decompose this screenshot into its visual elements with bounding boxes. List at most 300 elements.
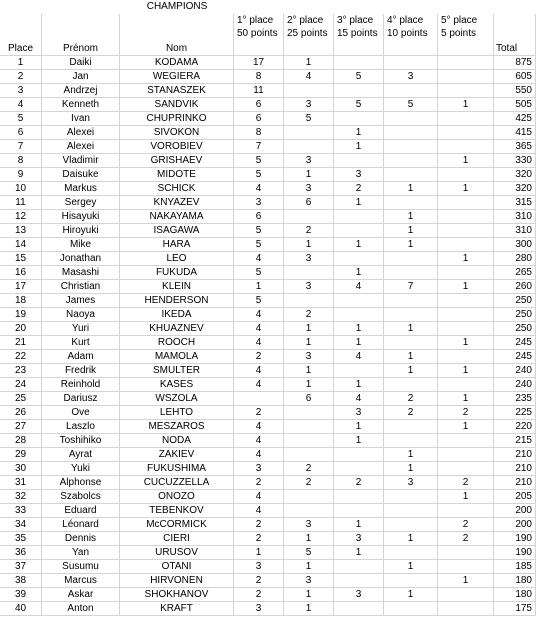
cell-2nd-place: 3 (284, 518, 334, 532)
cell-1st-place: 4 (234, 448, 284, 462)
cell-place: 24 (0, 378, 42, 392)
cell-total: 250 (494, 322, 536, 336)
cell-2nd-place: 6 (284, 196, 334, 210)
cell-nom: NODA (120, 434, 234, 448)
cell-1st-place: 4 (234, 378, 284, 392)
cell-3rd-place (334, 560, 384, 574)
cell-1st-place: 4 (234, 490, 284, 504)
cell-4th-place (384, 140, 438, 154)
cell-prenom: Eduard (42, 504, 120, 518)
cell-prenom: Ayrat (42, 448, 120, 462)
cell-4th-place (384, 294, 438, 308)
cell-4th-place: 1 (384, 448, 438, 462)
cell-place: 31 (0, 476, 42, 490)
cell-4th-place (384, 252, 438, 266)
table-row (0, 112, 536, 126)
cell-3rd-place: 1 (334, 518, 384, 532)
cell-2nd-place: 1 (284, 364, 334, 378)
cell-3rd-place: 1 (334, 266, 384, 280)
points-label: 50 points (237, 28, 278, 39)
cell-1st-place: 2 (234, 574, 284, 588)
cell-4th-place: 7 (384, 280, 438, 294)
cell-2nd-place: 5 (284, 546, 334, 560)
cell-total: 320 (494, 182, 536, 196)
cell-3rd-place (334, 154, 384, 168)
cell-2nd-place (284, 490, 334, 504)
cell-place: 15 (0, 252, 42, 266)
cell-2nd-place: 5 (284, 112, 334, 126)
cell-1st-place: 4 (234, 252, 284, 266)
cell-2nd-place: 3 (284, 350, 334, 364)
cell-total: 330 (494, 154, 536, 168)
cell-2nd-place (284, 448, 334, 462)
cell-place: 4 (0, 98, 42, 112)
cell-1st-place: 3 (234, 560, 284, 574)
cell-3rd-place: 1 (334, 336, 384, 350)
cell-1st-place: 5 (234, 266, 284, 280)
cell-5th-place (438, 266, 494, 280)
cell-2nd-place: 3 (284, 252, 334, 266)
cell-4th-place: 3 (384, 476, 438, 490)
cell-5th-place (438, 70, 494, 84)
cell-nom: KLEIN (120, 280, 234, 294)
cell-1st-place: 4 (234, 420, 284, 434)
table-row (0, 602, 536, 616)
cell-nom: SIVOKON (120, 126, 234, 140)
table-row (0, 462, 536, 476)
cell-5th-place: 1 (438, 280, 494, 294)
cell-nom: CUCUZZELLA (120, 476, 234, 490)
sheet-title: CHAMPIONS (146, 1, 208, 12)
cell-1st-place: 7 (234, 140, 284, 154)
table-row (0, 308, 536, 322)
cell-3rd-place: 1 (334, 196, 384, 210)
cell-3rd-place (334, 448, 384, 462)
cell-total: 210 (494, 462, 536, 476)
cell-total: 215 (494, 434, 536, 448)
cell-1st-place: 5 (234, 238, 284, 252)
cell-1st-place: 8 (234, 126, 284, 140)
cell-total: 280 (494, 252, 536, 266)
header-2nd-place (284, 14, 334, 42)
cell-prenom: Szabolcs (42, 490, 120, 504)
cell-total: 205 (494, 490, 536, 504)
cell-4th-place (384, 546, 438, 560)
cell-4th-place: 2 (384, 392, 438, 406)
cell-3rd-place: 1 (334, 434, 384, 448)
cell-prenom: Ivan (42, 112, 120, 126)
cell-1st-place: 2 (234, 406, 284, 420)
cell-place: 34 (0, 518, 42, 532)
place-label: 1° place (237, 15, 274, 26)
cell-prenom: Alexei (42, 126, 120, 140)
cell-4th-place (384, 196, 438, 210)
cell-5th-place (438, 448, 494, 462)
cell-4th-place: 1 (384, 224, 438, 238)
cell-nom: WSZOLA (120, 392, 234, 406)
cell-5th-place (438, 126, 494, 140)
cell-nom: HARA (120, 238, 234, 252)
table-row (0, 252, 536, 266)
cell-4th-place (384, 168, 438, 182)
cell-nom: GRISHAEV (120, 154, 234, 168)
cell-2nd-place: 4 (284, 70, 334, 84)
cell-4th-place: 5 (384, 98, 438, 112)
cell-3rd-place: 3 (334, 168, 384, 182)
cell-total: 310 (494, 210, 536, 224)
cell-2nd-place: 3 (284, 280, 334, 294)
cell-1st-place: 6 (234, 112, 284, 126)
cell-total: 200 (494, 518, 536, 532)
cell-5th-place: 1 (438, 336, 494, 350)
header-3rd-place (334, 14, 384, 42)
cell-1st-place: 4 (234, 364, 284, 378)
column-header-row (0, 42, 536, 56)
cell-2nd-place: 1 (284, 322, 334, 336)
table-row (0, 364, 536, 378)
cell-nom: ROOCH (120, 336, 234, 350)
cell-total: 250 (494, 294, 536, 308)
cell-5th-place (438, 560, 494, 574)
cell-total: 875 (494, 56, 536, 70)
cell-nom: HENDERSON (120, 294, 234, 308)
cell-3rd-place (334, 504, 384, 518)
cell-total: 320 (494, 168, 536, 182)
cell-2nd-place (284, 420, 334, 434)
cell-place: 26 (0, 406, 42, 420)
cell-place: 29 (0, 448, 42, 462)
table-row (0, 392, 536, 406)
cell-1st-place: 4 (234, 308, 284, 322)
cell-nom: MIDOTE (120, 168, 234, 182)
cell-1st-place: 4 (234, 336, 284, 350)
cell-5th-place: 2 (438, 518, 494, 532)
cell-4th-place: 1 (384, 364, 438, 378)
cell-2nd-place (284, 266, 334, 280)
cell-5th-place: 1 (438, 364, 494, 378)
cell-prenom: Jonathan (42, 252, 120, 266)
cell-4th-place (384, 378, 438, 392)
cell-5th-place: 2 (438, 406, 494, 420)
cell-2nd-place: 2 (284, 462, 334, 476)
cell-nom: TEBENKOV (120, 504, 234, 518)
cell-prenom: Daisuke (42, 168, 120, 182)
cell-5th-place (438, 602, 494, 616)
table-row (0, 140, 536, 154)
cell-5th-place (438, 462, 494, 476)
table-row (0, 490, 536, 504)
cell-3rd-place: 3 (334, 532, 384, 546)
cell-prenom: Fredrik (42, 364, 120, 378)
cell-1st-place: 2 (234, 588, 284, 602)
cell-1st-place: 5 (234, 224, 284, 238)
cell-4th-place: 1 (384, 238, 438, 252)
cell-4th-place: 1 (384, 322, 438, 336)
cell-4th-place (384, 518, 438, 532)
cell-3rd-place: 2 (334, 182, 384, 196)
cell-prenom: Alphonse (42, 476, 120, 490)
place-label: 4° place (387, 15, 424, 26)
cell-nom: IKEDA (120, 308, 234, 322)
cell-nom: SCHICK (120, 182, 234, 196)
cell-5th-place (438, 322, 494, 336)
table-row (0, 378, 536, 392)
cell-prenom: Ove (42, 406, 120, 420)
cell-2nd-place: 1 (284, 56, 334, 70)
cell-nom: SMULTER (120, 364, 234, 378)
cell-2nd-place: 1 (284, 378, 334, 392)
cell-prenom: Laszlo (42, 420, 120, 434)
header-1st-place (234, 14, 284, 42)
cell-4th-place (384, 112, 438, 126)
table-row (0, 84, 536, 98)
cell-nom: MAMOLA (120, 350, 234, 364)
cell-place: 10 (0, 182, 42, 196)
cell-4th-place (384, 336, 438, 350)
cell-2nd-place: 1 (284, 560, 334, 574)
cell-5th-place: 1 (438, 392, 494, 406)
cell-nom: KRAFT (120, 602, 234, 616)
table-row (0, 476, 536, 490)
cell-2nd-place: 3 (284, 574, 334, 588)
cell-place: 11 (0, 196, 42, 210)
table-row (0, 196, 536, 210)
cell-1st-place: 8 (234, 70, 284, 84)
cell-4th-place (384, 308, 438, 322)
cell-1st-place: 4 (234, 434, 284, 448)
cell-nom: OTANI (120, 560, 234, 574)
cell-4th-place (384, 126, 438, 140)
cell-prenom: Jan (42, 70, 120, 84)
cell-2nd-place (284, 406, 334, 420)
cell-3rd-place (334, 224, 384, 238)
cell-5th-place (438, 238, 494, 252)
cell-5th-place: 2 (438, 476, 494, 490)
cell-3rd-place: 2 (334, 476, 384, 490)
cell-3rd-place (334, 364, 384, 378)
cell-total: 250 (494, 308, 536, 322)
cell-3rd-place (334, 56, 384, 70)
cell-5th-place (438, 308, 494, 322)
cell-2nd-place: 1 (284, 602, 334, 616)
cell-3rd-place (334, 462, 384, 476)
cell-nom: FUKUDA (120, 266, 234, 280)
cell-place: 30 (0, 462, 42, 476)
table-row (0, 154, 536, 168)
col-header-nom: Nom (120, 42, 234, 56)
cell-nom: KNYAZEV (120, 196, 234, 210)
cell-5th-place: 1 (438, 574, 494, 588)
table-row (0, 182, 536, 196)
cell-prenom: Masashi (42, 266, 120, 280)
cell-1st-place: 11 (234, 84, 284, 98)
cell-prenom: Susumu (42, 560, 120, 574)
cell-total: 175 (494, 602, 536, 616)
cell-2nd-place (284, 140, 334, 154)
cell-place: 40 (0, 602, 42, 616)
cell-5th-place (438, 140, 494, 154)
cell-2nd-place: 3 (284, 98, 334, 112)
cell-total: 310 (494, 224, 536, 238)
cell-2nd-place: 3 (284, 154, 334, 168)
cell-total: 180 (494, 574, 536, 588)
cell-nom: SHOKHANOV (120, 588, 234, 602)
cell-nom: ISAGAWA (120, 224, 234, 238)
cell-1st-place: 1 (234, 280, 284, 294)
cell-5th-place (438, 546, 494, 560)
table-row (0, 560, 536, 574)
cell-prenom: Hiroyuki (42, 224, 120, 238)
cell-2nd-place: 3 (284, 182, 334, 196)
table-row (0, 238, 536, 252)
cell-total: 190 (494, 532, 536, 546)
table-row (0, 168, 536, 182)
table-row (0, 294, 536, 308)
cell-1st-place: 3 (234, 462, 284, 476)
cell-5th-place (438, 112, 494, 126)
cell-total: 240 (494, 364, 536, 378)
cell-place: 6 (0, 126, 42, 140)
cell-total: 415 (494, 126, 536, 140)
cell-5th-place (438, 294, 494, 308)
place-label: 2° place (287, 15, 324, 26)
header-4th-place (384, 14, 438, 42)
cell-total: 505 (494, 98, 536, 112)
cell-prenom: Kenneth (42, 98, 120, 112)
cell-4th-place: 1 (384, 182, 438, 196)
cell-prenom: Vladimir (42, 154, 120, 168)
cell-4th-place: 1 (384, 532, 438, 546)
col-header-place: Place (0, 42, 42, 56)
table-row (0, 56, 536, 70)
table-row (0, 448, 536, 462)
cell-3rd-place (334, 252, 384, 266)
cell-5th-place: 1 (438, 420, 494, 434)
cell-2nd-place (284, 126, 334, 140)
cell-prenom: Marcus (42, 574, 120, 588)
cell-3rd-place (334, 294, 384, 308)
cell-prenom: Askar (42, 588, 120, 602)
cell-3rd-place (334, 574, 384, 588)
cell-prenom: James (42, 294, 120, 308)
cell-place: 20 (0, 322, 42, 336)
cell-1st-place (234, 392, 284, 406)
cell-nom: CHUPRINKO (120, 112, 234, 126)
cell-prenom: Toshihiko (42, 434, 120, 448)
cell-nom: LEHTO (120, 406, 234, 420)
cell-place: 14 (0, 238, 42, 252)
cell-prenom: Yuri (42, 322, 120, 336)
cell-2nd-place: 1 (284, 336, 334, 350)
cell-1st-place: 2 (234, 518, 284, 532)
cell-prenom: Naoya (42, 308, 120, 322)
cell-3rd-place: 5 (334, 98, 384, 112)
cell-4th-place: 1 (384, 210, 438, 224)
points-label: 5 points (441, 28, 477, 39)
table-row (0, 518, 536, 532)
cell-5th-place (438, 210, 494, 224)
table-row (0, 280, 536, 294)
cell-nom: HIRVONEN (120, 574, 234, 588)
cell-2nd-place: 1 (284, 168, 334, 182)
cell-nom: KODAMA (120, 56, 234, 70)
cell-3rd-place: 1 (334, 140, 384, 154)
cell-place: 19 (0, 308, 42, 322)
cell-5th-place (438, 350, 494, 364)
cell-total: 315 (494, 196, 536, 210)
cell-nom: McCORMICK (120, 518, 234, 532)
cell-5th-place (438, 434, 494, 448)
cell-2nd-place: 1 (284, 588, 334, 602)
cell-prenom: Kurt (42, 336, 120, 350)
cell-prenom: Markus (42, 182, 120, 196)
cell-2nd-place: 6 (284, 392, 334, 406)
cell-1st-place: 5 (234, 294, 284, 308)
cell-4th-place: 1 (384, 462, 438, 476)
cell-5th-place (438, 196, 494, 210)
cell-3rd-place (334, 490, 384, 504)
cell-1st-place: 17 (234, 56, 284, 70)
cell-3rd-place (334, 84, 384, 98)
cell-prenom: Andrzej (42, 84, 120, 98)
points-label: 10 points (387, 28, 428, 39)
table-row (0, 210, 536, 224)
cell-4th-place: 1 (384, 350, 438, 364)
table-row (0, 126, 536, 140)
cell-5th-place: 2 (438, 532, 494, 546)
cell-prenom: Adam (42, 350, 120, 364)
cell-total: 425 (494, 112, 536, 126)
cell-3rd-place: 3 (334, 406, 384, 420)
cell-4th-place (384, 420, 438, 434)
place-label: 5° place (441, 15, 478, 26)
cell-5th-place (438, 84, 494, 98)
cell-place: 23 (0, 364, 42, 378)
cell-prenom: Sergey (42, 196, 120, 210)
cell-4th-place (384, 504, 438, 518)
cell-total: 200 (494, 504, 536, 518)
cell-2nd-place: 2 (284, 224, 334, 238)
cell-5th-place (438, 504, 494, 518)
cell-prenom: Dariusz (42, 392, 120, 406)
cell-5th-place: 1 (438, 154, 494, 168)
cell-total: 245 (494, 336, 536, 350)
cell-nom: KHUAZNEV (120, 322, 234, 336)
cell-total: 300 (494, 238, 536, 252)
cell-place: 18 (0, 294, 42, 308)
table-row (0, 336, 536, 350)
cell-place: 22 (0, 350, 42, 364)
cell-nom: ZAKIEV (120, 448, 234, 462)
cell-place: 8 (0, 154, 42, 168)
cell-prenom: Yan (42, 546, 120, 560)
cell-3rd-place: 1 (334, 238, 384, 252)
cell-place: 7 (0, 140, 42, 154)
cell-3rd-place: 4 (334, 392, 384, 406)
cell-5th-place: 1 (438, 252, 494, 266)
table-row (0, 420, 536, 434)
cell-4th-place (384, 434, 438, 448)
cell-nom: NAKAYAMA (120, 210, 234, 224)
cell-3rd-place: 1 (334, 546, 384, 560)
cell-4th-place (384, 266, 438, 280)
points-label: 25 points (287, 28, 328, 39)
cell-place: 3 (0, 84, 42, 98)
cell-nom: STANASZEK (120, 84, 234, 98)
cell-2nd-place (284, 84, 334, 98)
cell-3rd-place (334, 602, 384, 616)
cell-3rd-place (334, 112, 384, 126)
